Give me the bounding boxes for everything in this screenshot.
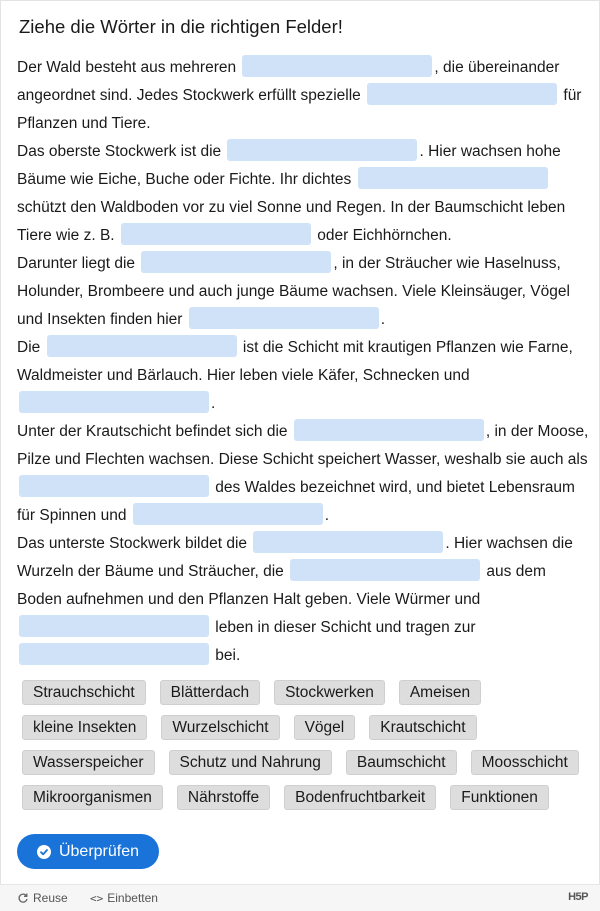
drop-zone[interactable] (133, 503, 323, 525)
draggable-word[interactable]: Krautschicht (369, 715, 476, 740)
text-segment: schützt den Waldboden vor zu viel Sonne und Regen. In der Baumschicht leben Tiere wie z. B. (17, 199, 566, 244)
text-segment: . (211, 395, 216, 412)
embed-label: Einbetten (107, 891, 158, 905)
drop-zone[interactable] (121, 223, 311, 245)
paragraph (17, 334, 589, 418)
drop-zone[interactable] (47, 335, 237, 357)
word-bank (17, 680, 587, 810)
draggable-word[interactable]: Mikroorganismen (22, 785, 163, 810)
drop-zone[interactable] (358, 167, 548, 189)
text-segment: , in der Moose, Pilze und Flechten wachsen. Diese Schicht speichert Wasser, weshalb sie auch als (17, 423, 589, 468)
text-segment: . (324, 507, 330, 524)
draggable-word[interactable]: Ameisen (399, 680, 481, 705)
text-segment: Unter der Krautschicht befindet sich die (17, 423, 292, 440)
drop-zone[interactable] (19, 475, 209, 497)
footer-bar (0, 884, 600, 911)
drop-zone[interactable] (227, 139, 417, 161)
drop-zone[interactable] (19, 643, 209, 665)
draggable-word[interactable]: Funktionen (450, 785, 549, 810)
text-segment: oder Eichhörnchen. (312, 227, 452, 244)
draggable-word[interactable]: Bodenfruchtbarkeit (284, 785, 436, 810)
text-segment: Die (17, 339, 45, 356)
check-circle-icon (37, 845, 51, 859)
draggable-word[interactable]: kleine Insekten (22, 715, 147, 740)
text-segment: Darunter liegt die (17, 255, 140, 272)
embed-link[interactable] (90, 891, 158, 905)
drop-zone[interactable] (242, 55, 432, 77)
drop-zone[interactable] (290, 559, 480, 581)
reuse-label: Reuse (33, 891, 68, 905)
draggable-word[interactable]: Wasserspeicher (22, 750, 155, 775)
cloze-text (17, 54, 589, 670)
text-segment: , die übereinander angeordnet sind. Jedes Stockwerk erfüllt spezielle (17, 59, 560, 104)
drop-zone[interactable] (367, 83, 557, 105)
draggable-word[interactable]: Blätterdach (160, 680, 260, 705)
text-segment: . (380, 311, 386, 328)
draggable-word[interactable]: Vögel (294, 715, 356, 740)
text-segment: , in der Sträucher wie Haselnuss, Holunder, Brombeere und auch junge Bäume wachsen. Viele Kleinsäuger, Vögel und Insekten finden hier (17, 255, 570, 328)
draggable-word[interactable]: Wurzelschicht (161, 715, 279, 740)
text-segment: des Waldes bezeichnet wird, und bietet Lebensraum für Spinnen und (17, 479, 575, 524)
drop-zone[interactable] (253, 531, 443, 553)
check-button[interactable] (17, 834, 159, 869)
text-segment: . Hier wachsen hohe Bäume wie Eiche, Buche oder Fichte. Ihr dichtes (17, 143, 561, 188)
text-segment: Das unterste Stockwerk bildet die (17, 535, 252, 552)
drop-zone[interactable] (19, 391, 209, 413)
check-button-label: Überprüfen (58, 842, 140, 860)
text-segment: . Hier wachsen die Wurzeln der Bäume und Sträucher, die (17, 535, 573, 580)
paragraph (17, 138, 589, 250)
embed-icon: <> (90, 891, 104, 905)
text-segment: Das oberste Stockwerk ist die (17, 143, 226, 160)
draggable-word[interactable]: Stockwerken (274, 680, 385, 705)
h5p-logo[interactable]: H5P (568, 891, 588, 903)
reuse-link[interactable] (17, 891, 68, 905)
paragraph (17, 418, 589, 530)
draggable-word[interactable]: Moosschicht (471, 750, 579, 775)
draggable-word[interactable]: Strauchschicht (22, 680, 146, 705)
text-segment: für Pflanzen und Tiere. (17, 87, 582, 132)
text-segment: leben in dieser Schicht und tragen zur (211, 619, 476, 636)
drop-zone[interactable] (189, 307, 379, 329)
text-segment: ist die Schicht mit krautigen Pflanzen wie Farne, Waldmeister und Bärlauch. Hier leben viele Käfer, Schnecken und (17, 339, 573, 384)
draggable-word[interactable]: Nährstoffe (177, 785, 270, 810)
drop-zone[interactable] (141, 251, 331, 273)
drop-zone[interactable] (294, 419, 484, 441)
text-segment: aus dem Boden aufnehmen und den Pflanzen Halt geben. Viele Würmer und (17, 563, 546, 608)
drop-zone[interactable] (19, 615, 209, 637)
paragraph (17, 530, 589, 670)
draggable-word[interactable]: Baumschicht (346, 750, 457, 775)
paragraph (17, 250, 589, 334)
text-segment: bei. (211, 647, 241, 664)
paragraph (17, 54, 589, 138)
reuse-icon (17, 892, 29, 904)
task-title: Ziehe die Wörter in die richtigen Felder! (19, 16, 343, 37)
text-segment: Der Wald besteht aus mehreren (17, 59, 241, 76)
draggable-word[interactable]: Schutz und Nahrung (169, 750, 332, 775)
